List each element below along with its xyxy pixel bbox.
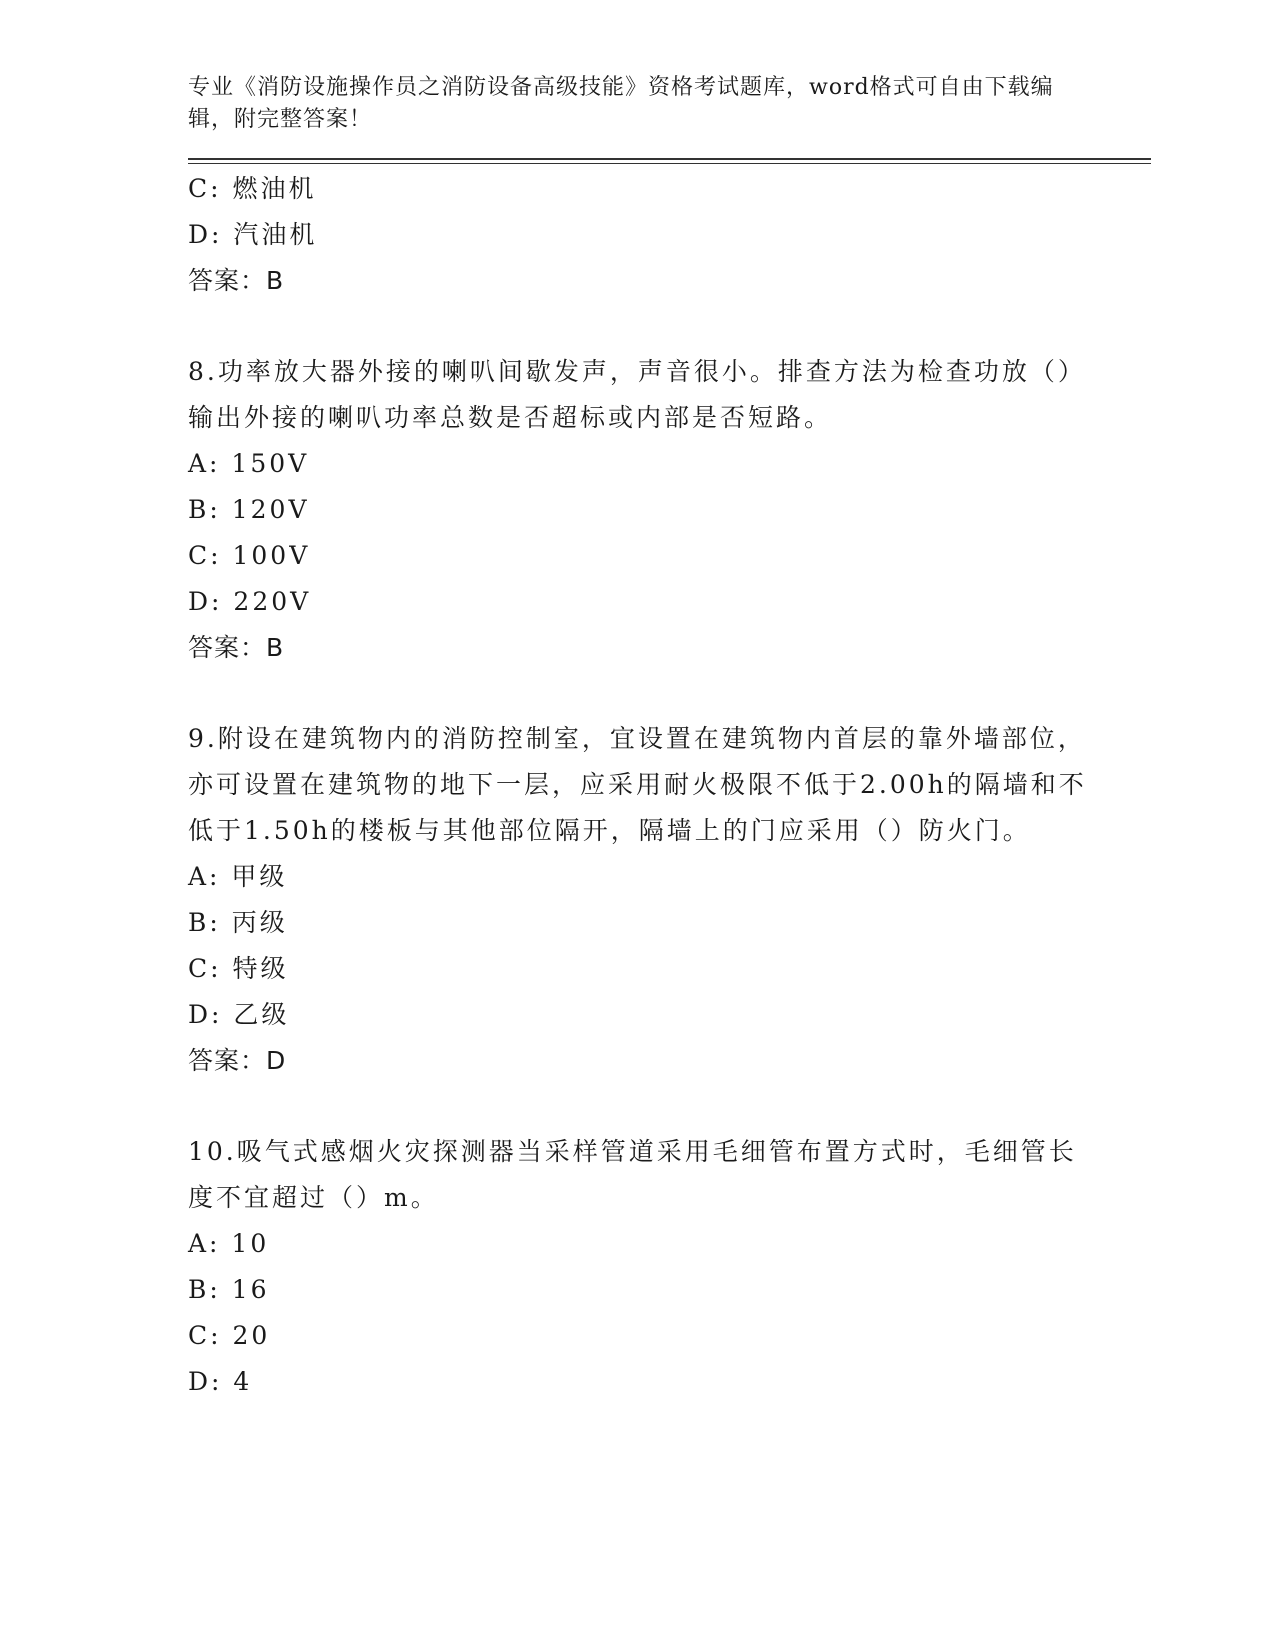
option-d: D: 汽油机 xyxy=(188,220,318,249)
option-a: A: 10 xyxy=(188,1229,270,1258)
option-d: D: 乙级 xyxy=(188,1000,290,1029)
option-c: C: 100V xyxy=(188,541,311,570)
answer-line: 答案：B xyxy=(188,266,285,295)
question-10 xyxy=(188,1129,1148,1405)
option-d: D: 4 xyxy=(188,1367,253,1396)
question-8 xyxy=(188,349,1148,671)
answer-line: 答案：D xyxy=(188,1046,287,1075)
document-page xyxy=(188,72,1148,1405)
option-d: D: 220V xyxy=(188,587,312,616)
question-stem: 9.附设在建筑物内的消防控制室，宜设置在建筑物内首层的靠外墙部位，亦可设置在建筑物的地下一层，应采用耐火极限不低于2.00h的隔墙和不低于1.50h的楼板与其他部位隔开，隔墙上的门应采用（）防火门。 xyxy=(188,724,1087,845)
question-7-continuation xyxy=(188,166,1148,304)
option-c: C: 燃油机 xyxy=(188,174,317,203)
document-header: 专业《消防设施操作员之消防设备高级技能》资格考试题库，word格式可自由下载编辑，附完整答案！ xyxy=(188,75,1054,132)
question-9 xyxy=(188,716,1148,1084)
option-a: A: 150V xyxy=(188,449,310,478)
option-b: B: 16 xyxy=(188,1275,270,1304)
question-stem: 10.吸气式感烟火灾探测器当采样管道采用毛细管布置方式时，毛细管长度不宜超过（）m。 xyxy=(188,1137,1077,1212)
option-c: C: 20 xyxy=(188,1321,271,1350)
option-b: B: 120V xyxy=(188,495,310,524)
option-a: A: 甲级 xyxy=(188,862,288,891)
header-divider xyxy=(188,158,1151,164)
option-c: C: 特级 xyxy=(188,954,289,983)
question-stem: 8.功率放大器外接的喇叭间歇发声，声音很小。排查方法为检查功放（）输出外接的喇叭功率总数是否超标或内部是否短路。 xyxy=(188,357,1086,432)
option-b: B: 丙级 xyxy=(188,908,288,937)
answer-line: 答案：B xyxy=(188,633,285,662)
